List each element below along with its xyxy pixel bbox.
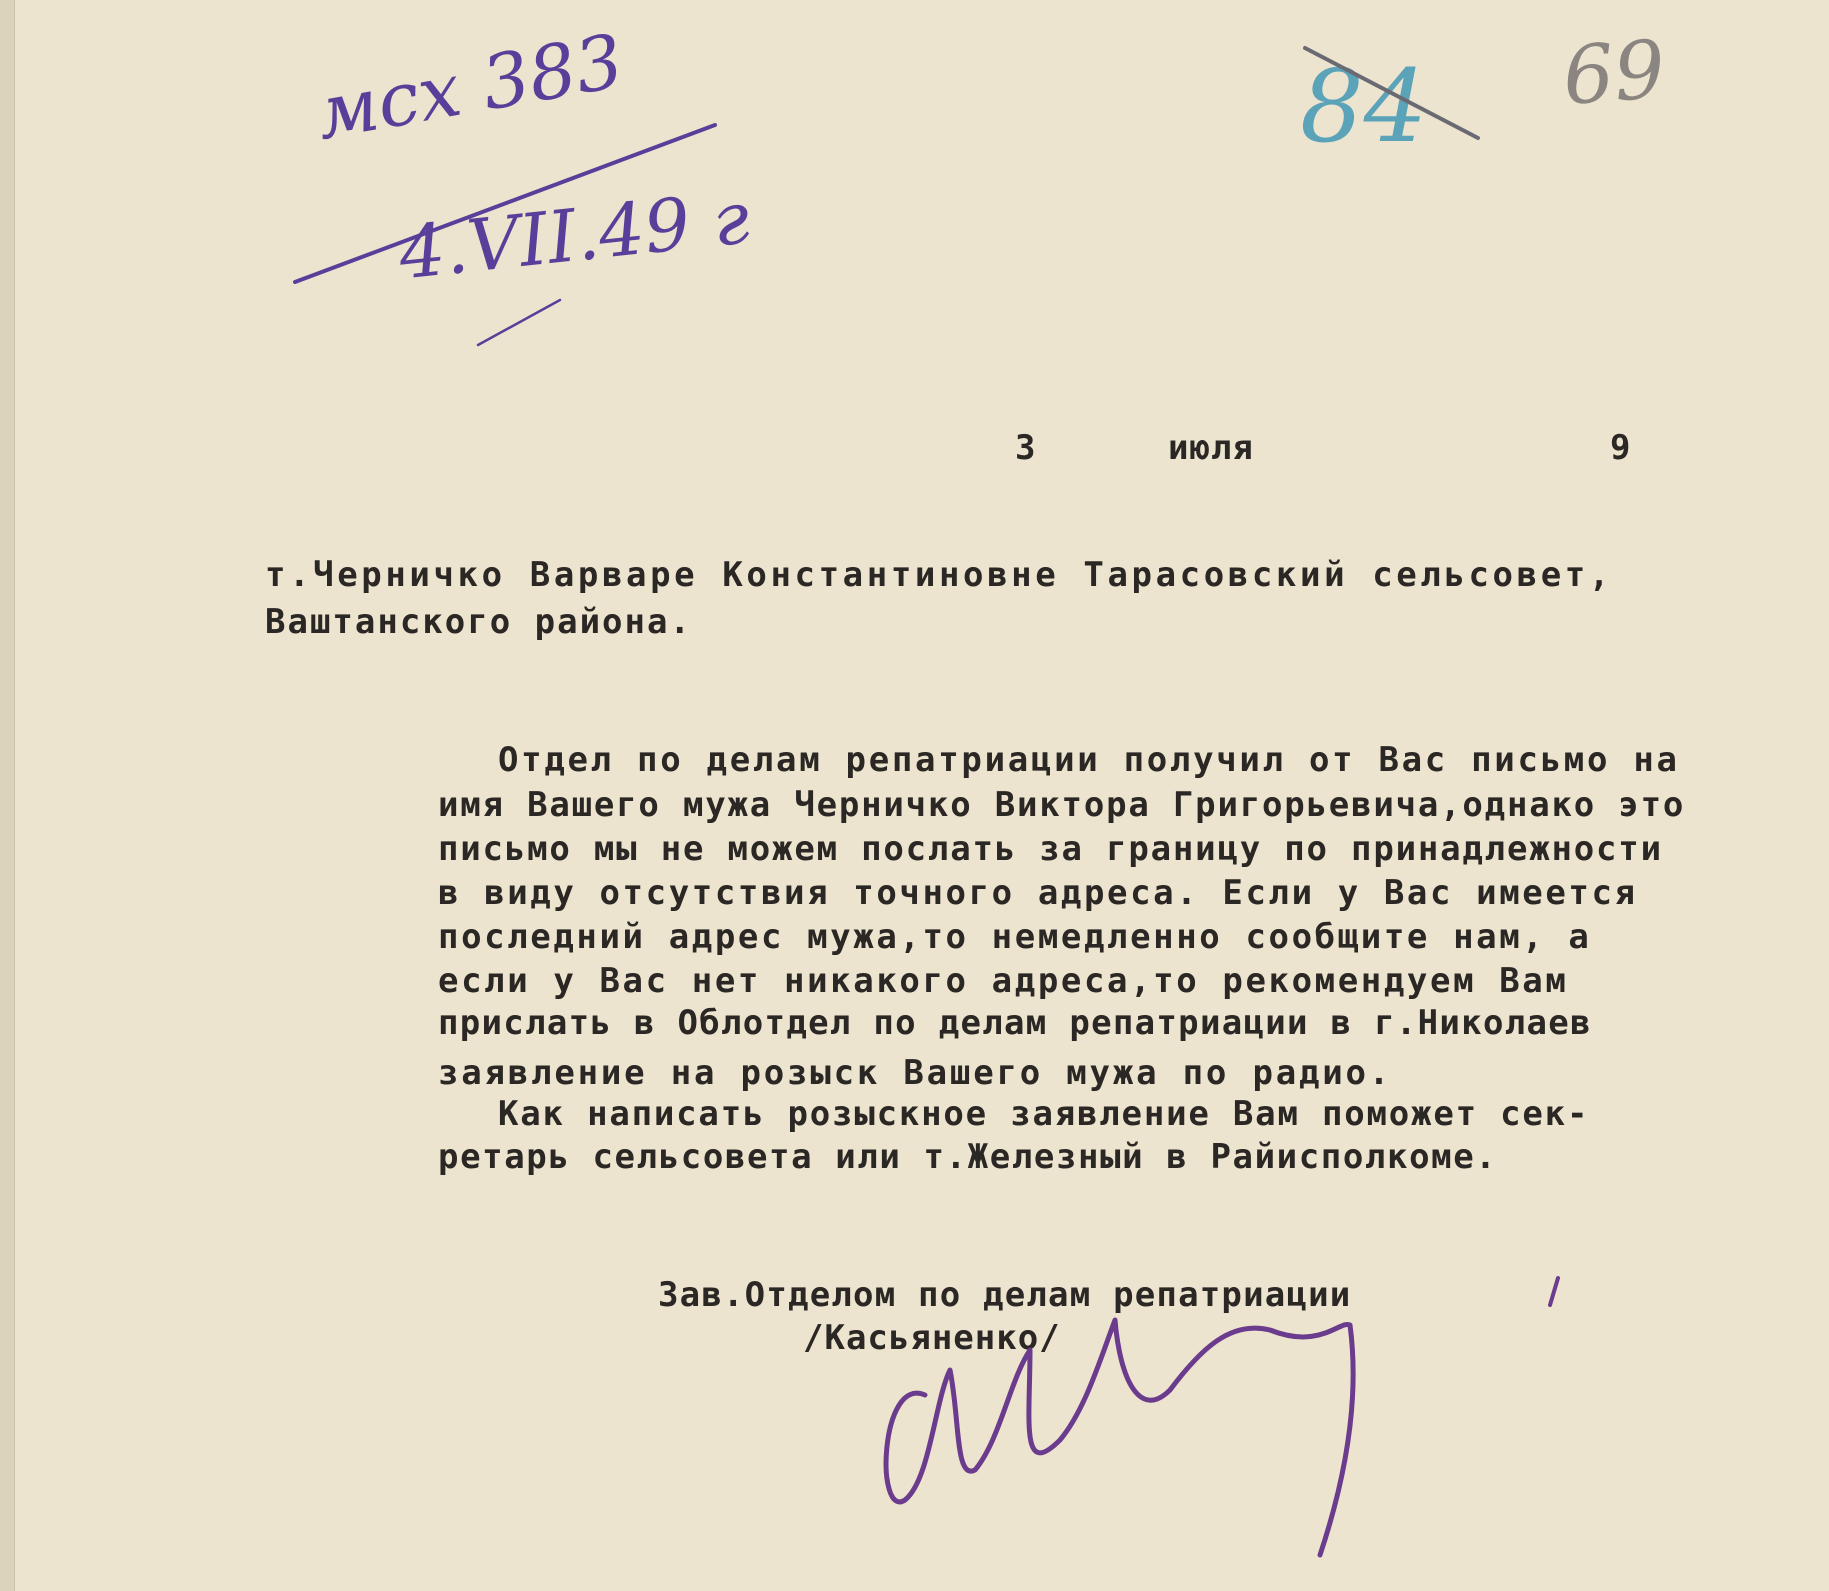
body-line-10: ретарь сельсовета или т.Железный в Райисполкоме. [438, 1137, 1498, 1177]
body-line-9: Как написать розыскное заявление Вам поможет сек- [498, 1094, 1590, 1134]
signature-title: Зав.Отделом по делам репатриации [658, 1275, 1352, 1315]
registry-tick [478, 300, 560, 345]
date-year-digit: 9 [1610, 428, 1632, 468]
body-line-6: если у Вас нет никакого адреса,то рекомендуем Вам [438, 961, 1569, 1001]
body-line-7: прислать в Облотдел по делам репатриации в г.Николаев [438, 1003, 1592, 1043]
handwritten-signature [886, 1320, 1353, 1555]
archive-number-struck: 84 [1300, 48, 1428, 165]
body-line-1: Отдел по делам репатриации получил от Вас письмо на [498, 740, 1680, 780]
registry-number: мсх 383 [310, 18, 630, 157]
archive-number: 69 [1560, 22, 1669, 123]
body-line-5: последний адрес мужа,то немедленно сообщите нам, а [438, 917, 1592, 957]
signature-name: /Касьяненко/ [803, 1318, 1061, 1358]
registry-date: 4.VII.49 г [395, 175, 754, 296]
date-month: июля [1168, 428, 1254, 468]
signature-mark [1550, 1278, 1558, 1305]
registry-underline [295, 125, 715, 282]
body-line-3: письмо мы не можем послать за границу по принадлежности [438, 829, 1663, 869]
date-day: 3 [1015, 428, 1037, 468]
addressee-line-2: Ваштанского района. [265, 602, 692, 642]
body-line-8: заявление на розыск Вашего мужа по радио. [438, 1053, 1393, 1093]
archive-strike [1305, 48, 1478, 138]
body-line-2: имя Вашего мужа Черничко Виктора Григорьевича,однако это [438, 785, 1686, 825]
addressee-line-1: т.Черничко Варваре Константиновне Тарасовский сельсовет, [265, 555, 1613, 595]
body-line-4: в виду отсутствия точного адреса. Если у Вас имеется [438, 873, 1638, 913]
